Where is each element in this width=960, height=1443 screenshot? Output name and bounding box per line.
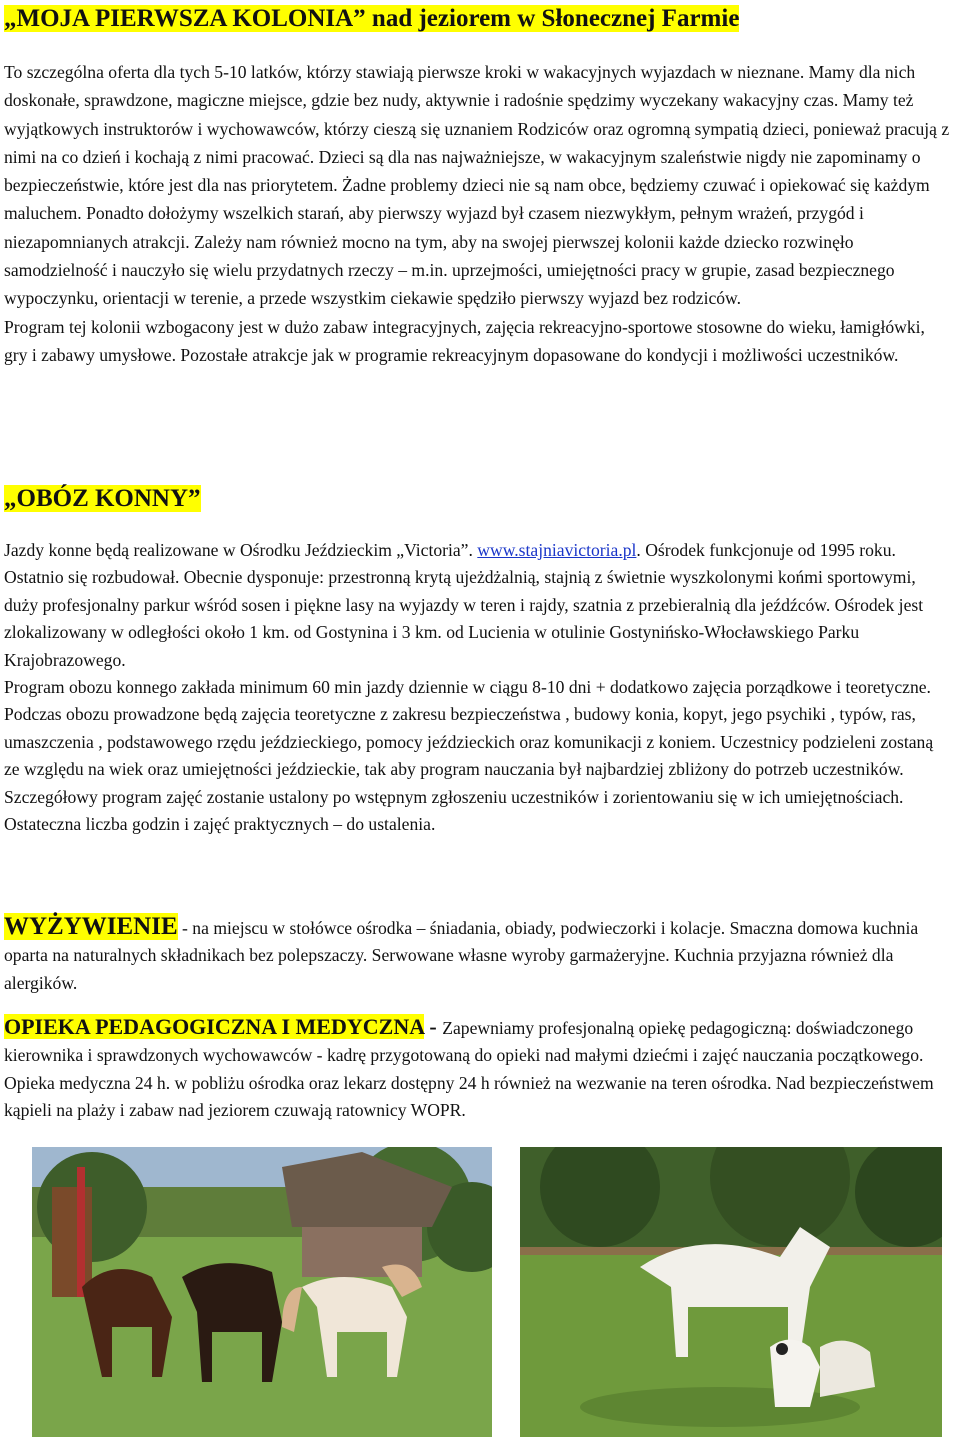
- kolonia-program: Program tej kolonii wzbogacony jest w dużo zabaw integracyjnych, zajęcia rekreacyjno-sportowe stosowne do wieku, łamigłówki, gry i zabawy umysłowe. Pozostałe atrakcje jak w programie rekreacyjnym dopasowane do kondycji i możliwości uczestników.: [4, 316, 925, 365]
- kolonia-title-text: „MOJA PIERWSZA KOLONIA” nad jeziorem w Słonecznej Farmie: [4, 5, 740, 32]
- konny-description: [4, 537, 950, 674]
- opieka-section: [4, 1013, 950, 1125]
- konny-title-text: „OBÓZ KONNY”: [4, 485, 201, 512]
- konny-body: . Ośrodek funkcjonuje od 1995 roku. Ostatnio się rozbudował. Obecnie dysponuje: przestronną krytą ujeżdżalnią, stajnią z świetnie wyszkolonymi końmi sportowymi, duży profesjonalny parkur wśród sosen i piękne lasy na wyjazdy w teren i rajdy, szatnia z przebieralnią dla jeźdźców. Ośrodek jest zlokalizowany w odległości około 1 km. od Gostynina i 3 km. od Lucienia w otulinie Gostynińsko-Włocławskiego Parku Krajobrazowego.: [4, 540, 924, 670]
- konny-title: [4, 482, 201, 516]
- opieka-body: Zapewniamy profesjonalną opiekę pedagogiczną: doświadczonego kierownika i sprawdzonych wychowawców - kadrę przygotowaną do opieki nad małymi dziećmi i zajęć nauczania początkowego. Opieka medyczna 24 h. w pobliżu ośrodka oraz lekarz dostępny 24 h również na wezwanie na teren ośrodka. Nad bezpieczeństwem kąpieli na plaży i zabaw nad jeziorem czuwają ratownicy WOPR.: [4, 1018, 934, 1121]
- wyzywienie-body: - na miejscu w stołówce ośrodka – śniadania, obiady, podwieczorki i kolacje. Smaczna domowa kuchnia oparta na naturalnych składnikach bez polepszaczy. Serwowane własne wyroby garmażeryjne. Kuchnia przyjazna również dla alergików.: [4, 918, 919, 993]
- wyzywienie-heading: WYŻYWIENIE: [4, 913, 178, 940]
- kolonia-description: To szczególna oferta dla tych 5-10 latków, którzy stawiają pierwsze kroki w wakacyjnych wyjazdach w nieznane. Mamy dla nich doskonałe, sprawdzone, magiczne miejsce, gdzie bez nudy, aktywnie i radośnie spędzimy wyczekany wakacyjny czas. Mamy też wyjątkowych instruktorów i wychowawców, którzy cieszą się uznaniem Rodziców oraz ogromną sympatią dzieci, ponieważ pracują z nimi na co dzień i kochają z nimi pracować. Dzieci są dla nas najważniejsze, w wakacyjnym szaleństwie nigdy nie zapominamy o bezpieczeństwie, które jest dla nas priorytetem. Żadne problemy dzieci nie są nam obce, będziemy czuwać i opiekować się każdym maluchem. Ponadto dołożymy wszelkich starań, aby pierwszy wyjazd był czasem niezwykłym, pełnym wrażeń, przygód i niezapomnianych atrakcji. Zależy nam również mocno na tym, aby na swojej pierwszej kolonii każde dziecko rozwinęło samodzielność i nauczyło się wielu przydatnych rzeczy – m.in. uprzejmości, umiejętności pracy w grupie, zasad bezpiecznego wypoczynku, orientacji w terenie, a przede wszystkim ciekawie spędziło pierwszy wyjazd bez rodziców.: [4, 62, 950, 309]
- kolonia-section: [4, 58, 950, 369]
- konny-section: [4, 537, 950, 838]
- kolonia-title: [4, 2, 739, 36]
- stajnia-link[interactable]: www.stajniavictoria.pl: [477, 540, 637, 560]
- goats-photo: [520, 1147, 942, 1437]
- konny-intro: Jazdy konne będą realizowane w Ośrodku Jeździeckim „Victoria”.: [4, 540, 478, 560]
- konny-program: Program obozu konnego zakłada minimum 60 min jazdy dziennie w ciągu 8-10 dni + dodatkowo zajęcia porządkowe i teoretyczne. Podczas obozu prowadzone będą zajęcia teoretyczne z zakresu bezpieczeństwa , budowy konia, kopyt, jego psychiki , typów, ras, umaszczenia , podstawowego rzędu jeździeckiego, pomocy jeździeckich oraz komunikacji z koniem. Uczestnicy podzieleni zostaną ze względu na wiek oraz umiejętności jeździeckie, tak aby program nauczania był najbardziej zbliżony do potrzeb uczestników. Szczegółowy program zajęć zostanie ustalony po wstępnym zgłoszeniu uczestników i zorientowaniu się w ich umiejętnościach. Ostateczna liczba godzin i zajęć praktycznych – do ustalenia.: [4, 677, 934, 835]
- ponies-photo: [32, 1147, 492, 1437]
- wyzywienie-section: [4, 913, 950, 997]
- opieka-dash: -: [423, 1014, 443, 1039]
- opieka-heading: OPIEKA PEDAGOGICZNA I MEDYCZNA: [4, 1014, 424, 1039]
